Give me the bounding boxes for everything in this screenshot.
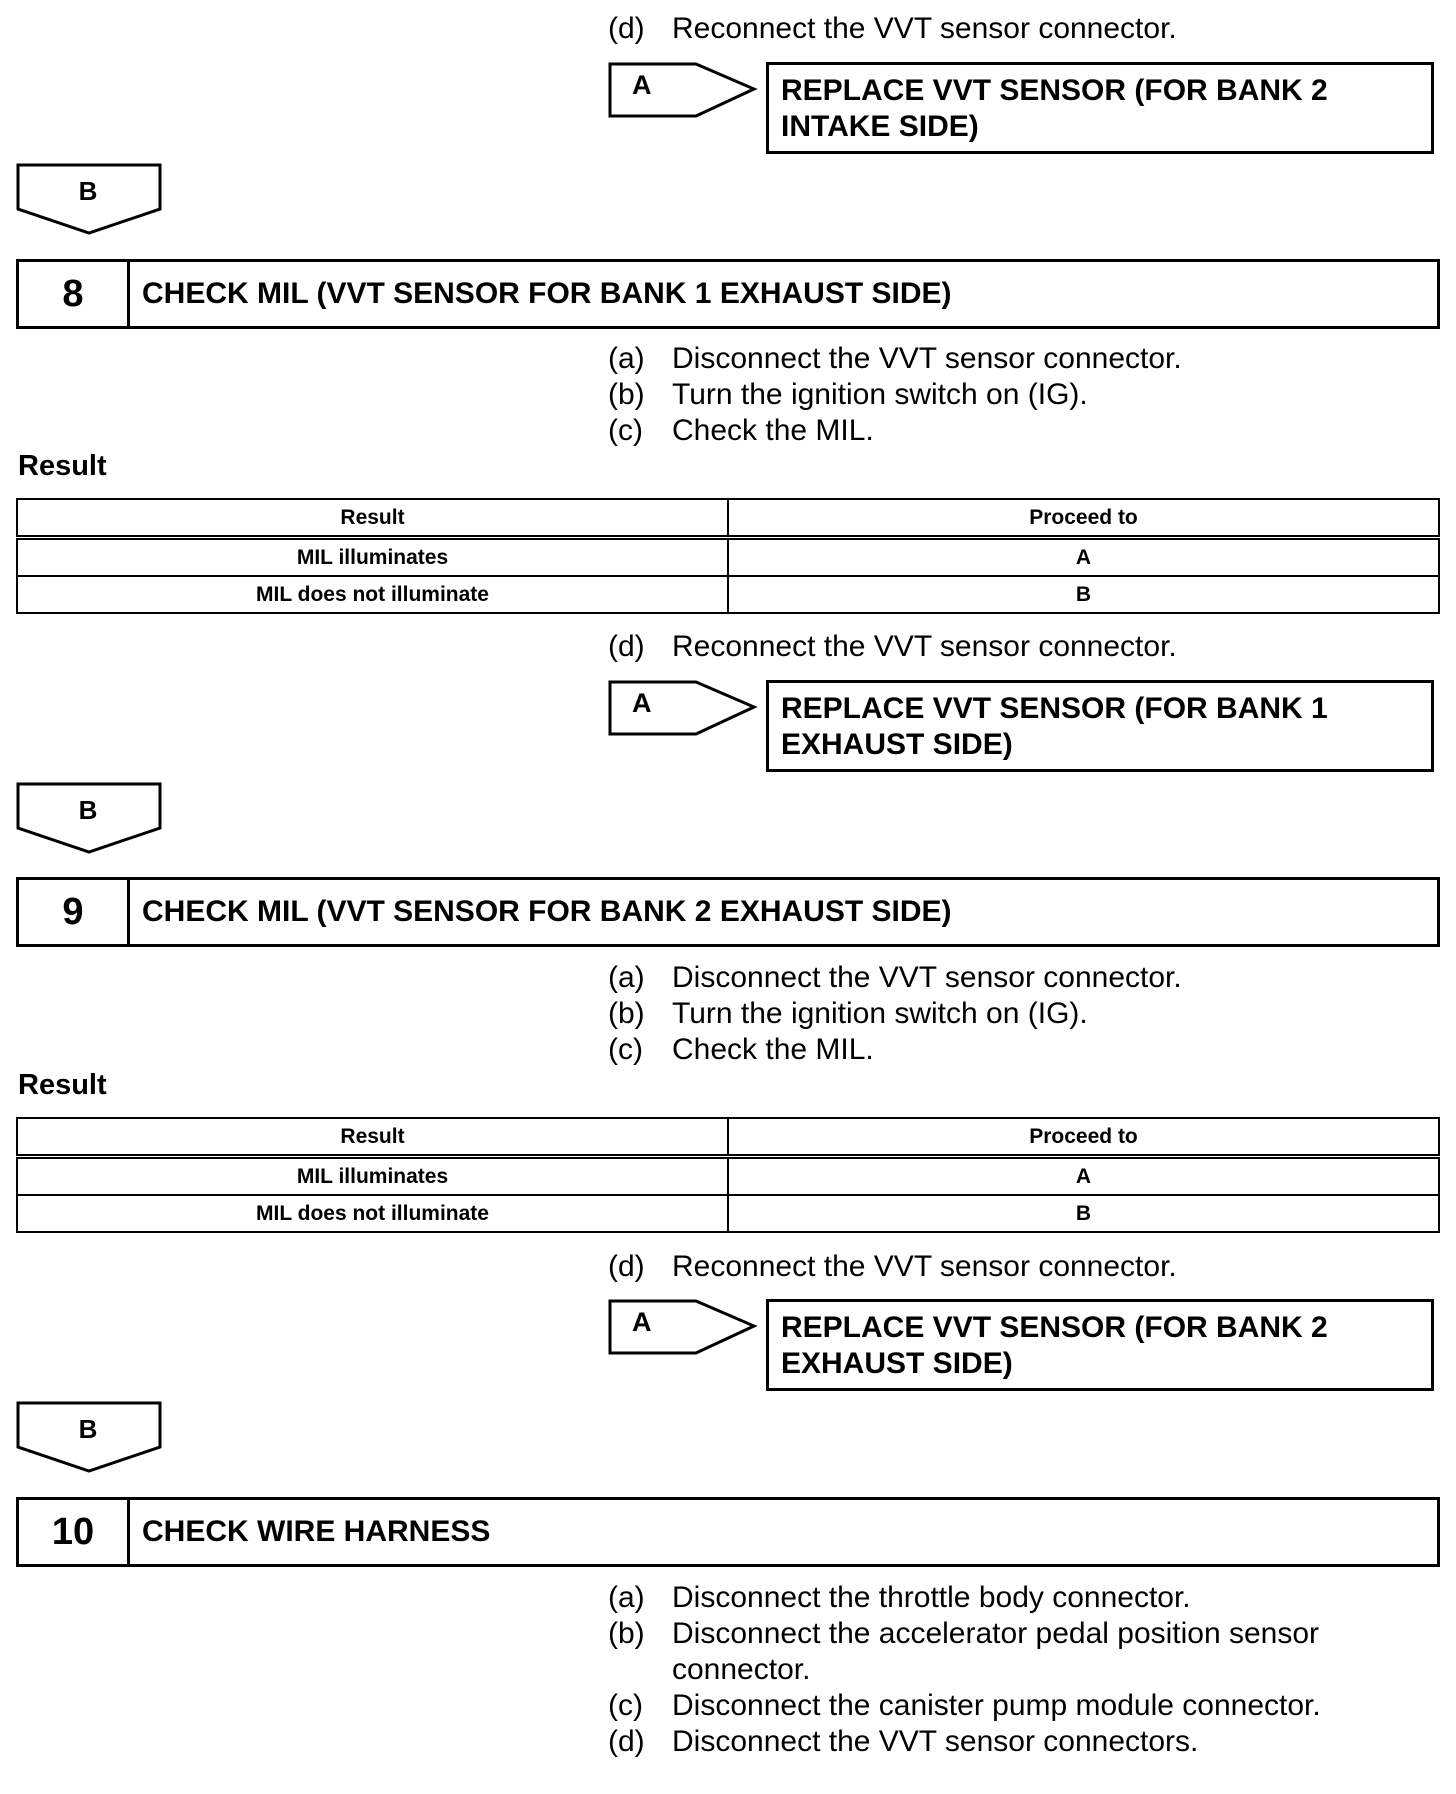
step-text: Disconnect the VVT sensor connectors. (672, 1725, 1199, 1758)
branch-letter: A (632, 70, 652, 100)
step-text: Disconnect the VVT sensor connector. (672, 961, 1182, 994)
step-label: (c) (608, 1033, 643, 1066)
right-arrow-icon (608, 62, 758, 118)
table-header-cell: Proceed to (728, 499, 1439, 538)
step-text: Disconnect the throttle body connector. (672, 1581, 1191, 1614)
branch-letter: B (78, 1414, 98, 1444)
branch-letter: A (632, 688, 652, 718)
table-cell: A (728, 538, 1439, 577)
branch-a-arrow (608, 62, 758, 118)
replace-action-box (766, 680, 1434, 772)
action-text: REPLACE VVT SENSOR (FOR BANK 2 EXHAUST SIDE) (781, 1311, 1328, 1380)
result-heading: Result (18, 450, 107, 482)
table-cell: MIL does not illuminate (17, 576, 728, 613)
step-header-9 (16, 877, 1440, 947)
action-text: REPLACE VVT SENSOR (FOR BANK 2 INTAKE SIDE) (781, 74, 1328, 143)
step-text: Reconnect the VVT sensor connector. (672, 12, 1177, 45)
step-header-8 (16, 259, 1440, 329)
table-header-row (17, 1118, 1439, 1157)
step-label: (b) (608, 1617, 645, 1650)
step-text: Turn the ignition switch on (IG). (672, 378, 1088, 411)
branch-b-arrow (16, 163, 164, 237)
table-cell: MIL does not illuminate (17, 1195, 728, 1232)
step-title: CHECK MIL (VVT SENSOR FOR BANK 2 EXHAUST SIDE) (142, 895, 952, 928)
table-row (17, 1157, 1439, 1196)
branch-a-arrow (608, 680, 758, 736)
table-cell: B (728, 576, 1439, 613)
step-label: (a) (608, 961, 645, 994)
step-label: (d) (608, 12, 645, 45)
step-header-10 (16, 1497, 1440, 1567)
step-text: Reconnect the VVT sensor connector. (672, 630, 1177, 663)
table-header-cell: Result (17, 499, 728, 538)
result-table (16, 1117, 1440, 1233)
step-text: Disconnect the VVT sensor connector. (672, 342, 1182, 375)
branch-b-arrow (16, 782, 164, 856)
table-header-row (17, 499, 1439, 538)
step-label: (b) (608, 378, 645, 411)
step-text: Check the MIL. (672, 414, 874, 447)
step-label: (d) (608, 630, 645, 663)
table-row (17, 576, 1439, 613)
right-arrow-icon (608, 680, 758, 736)
table-cell: MIL illuminates (17, 538, 728, 577)
step-label: (b) (608, 997, 645, 1030)
step-text: Disconnect the canister pump module connector. (672, 1689, 1321, 1722)
branch-letter: B (78, 795, 98, 825)
step-label: (a) (608, 1581, 645, 1614)
step-title: CHECK WIRE HARNESS (142, 1515, 491, 1548)
table-header-cell: Proceed to (728, 1118, 1439, 1157)
result-heading: Result (18, 1069, 107, 1101)
table-cell: MIL illuminates (17, 1157, 728, 1196)
step-text: Turn the ignition switch on (IG). (672, 997, 1088, 1030)
branch-a-arrow (608, 1299, 758, 1355)
table-row (17, 538, 1439, 577)
step-title: CHECK MIL (VVT SENSOR FOR BANK 1 EXHAUST SIDE) (142, 277, 952, 310)
step-number: 8 (19, 262, 130, 326)
step-label: (c) (608, 1689, 643, 1722)
replace-action-box (766, 1299, 1434, 1391)
step-label: (a) (608, 342, 645, 375)
step-label: (c) (608, 414, 643, 447)
step-text: Check the MIL. (672, 1033, 874, 1066)
branch-letter: B (78, 176, 98, 206)
table-cell: A (728, 1157, 1439, 1196)
replace-action-box (766, 62, 1434, 154)
step-text: connector. (672, 1653, 811, 1686)
table-cell: B (728, 1195, 1439, 1232)
branch-letter: A (632, 1307, 652, 1337)
step-number: 10 (19, 1500, 130, 1564)
step-label: (d) (608, 1725, 645, 1758)
step-text: Reconnect the VVT sensor connector. (672, 1250, 1177, 1283)
branch-b-arrow (16, 1401, 164, 1475)
right-arrow-icon (608, 1299, 758, 1355)
table-header-cell: Result (17, 1118, 728, 1157)
step-text: Disconnect the accelerator pedal position sensor (672, 1617, 1320, 1650)
result-table (16, 498, 1440, 614)
step-label: (d) (608, 1250, 645, 1283)
action-text: REPLACE VVT SENSOR (FOR BANK 1 EXHAUST SIDE) (781, 692, 1328, 761)
table-row (17, 1195, 1439, 1232)
step-number: 9 (19, 880, 130, 944)
